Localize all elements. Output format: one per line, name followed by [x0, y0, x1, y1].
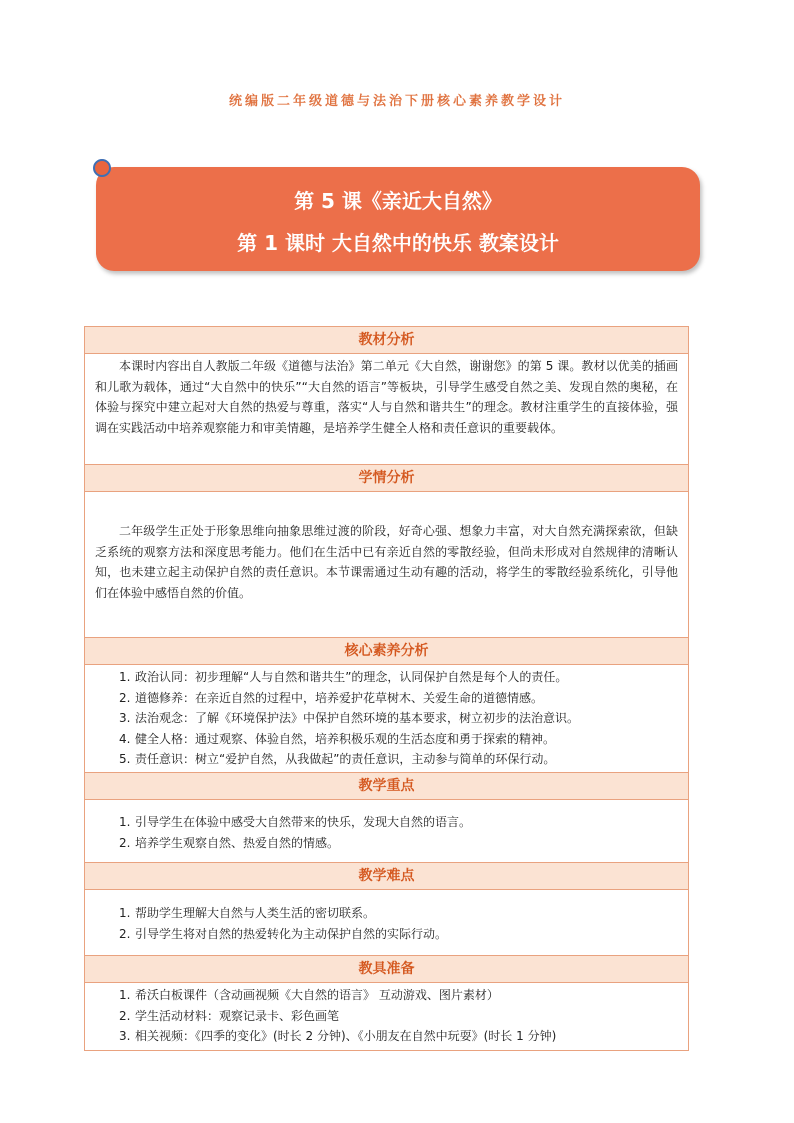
section-heading-key-points: 教学重点 [85, 773, 688, 800]
section-heading-students: 学情分析 [85, 465, 688, 492]
list-item: 3. 相关视频：《四季的变化》(时长 2 分钟)、《小朋友在自然中玩耍》(时长 1 分钟) [119, 1029, 557, 1043]
section-heading-materials: 教具准备 [85, 956, 688, 983]
section-heading-difficulties: 教学难点 [85, 863, 688, 890]
document-header: 统编版二年级道德与法治下册核心素养教学设计 [228, 94, 565, 109]
list-item: 5. 责任意识：树立“爱护自然，从我做起”的责任意识，主动参与简单的环保行动。 [119, 752, 556, 766]
section-body-key-points [85, 800, 688, 863]
list-item: 2. 道德修养：在亲近自然的过程中，培养爱护花草树木、关爱生命的道德情感。 [119, 690, 544, 705]
list-item: 1. 希沃白板课件（含动画视频《大自然的语言》 互动游戏、图片素材） [119, 988, 499, 1002]
list-item: 3. 法治观念：了解《环境保护法》中保护自然环境的基本要求，树立初步的法治意识。 [119, 711, 580, 725]
section-body-difficulties [85, 890, 688, 956]
key-points-list [85, 812, 688, 853]
list-item: 2. 学生活动材料：观察记录卡、彩色画笔 [119, 1008, 340, 1023]
section-body-students [85, 492, 688, 638]
section-heading-literacy: 核心素养分析 [85, 638, 688, 665]
literacy-list [85, 667, 688, 770]
section-heading-textbook: 教材分析 [85, 327, 688, 354]
list-item: 1. 引导学生在体验中感受大自然带来的快乐，发现大自然的语言。 [119, 815, 472, 829]
list-item: 1. 帮助学生理解大自然与人类生活的密切联系。 [119, 906, 376, 920]
lesson-plan-table [84, 326, 689, 1051]
list-item: 1. 政治认同：初步理解“人与自然和谐共生”的理念，认同保护自然是每个人的责任。 [119, 670, 568, 684]
title-banner [96, 167, 700, 271]
list-item: 2. 培养学生观察自然、热爱自然的情感。 [119, 835, 340, 850]
textbook-analysis-text: 本课时内容出自人教版二年级《道德与法治》第二单元《大自然，谢谢您》的第 5 课。教材以优美的插画和儿歌为载体，通过“大自然中的快乐”“大自然的语言”等板块，引导学生感受自然之美、发现自然的奥秘，在体验与探究中建立起对大自然的热爱与尊重，落实“人与自然和谐共生”的理念。教材注重学生的直接体验，强调在实践活动中培养观察能力和审美情趣，是培养学生健全人格和责任意识的重要载体。 [95, 359, 678, 435]
section-body-textbook [85, 354, 688, 465]
section-body-materials [85, 983, 688, 1050]
lesson-subtitle: 第 1 课时 大自然中的快乐 教案设计 [237, 231, 559, 255]
materials-list [85, 985, 688, 1047]
list-item: 2. 引导学生将对自然的热爱转化为主动保护自然的实际行动。 [119, 926, 448, 941]
list-item: 4. 健全人格：通过观察、体验自然，培养积极乐观的生活态度和勇于探索的精神。 [119, 731, 556, 746]
student-analysis-text: 二年级学生正处于形象思维向抽象思维过渡的阶段，好奇心强、想象力丰富，对大自然充满探索欲，但缺乏系统的观察方法和深度思考能力。他们在生活中已有亲近自然的零散经验，但尚未形成对自然规律的清晰认知，也未建立起主动保护自然的责任意识。本节课需通过生动有趣的活动，将学生的零散经验系统化，引导他们在体验中感悟自然的价值。 [95, 524, 678, 600]
decorative-dot [93, 159, 111, 177]
difficulties-list [85, 903, 688, 944]
section-body-literacy [85, 665, 688, 773]
lesson-title: 第 5 课《亲近大自然》 [294, 189, 502, 213]
